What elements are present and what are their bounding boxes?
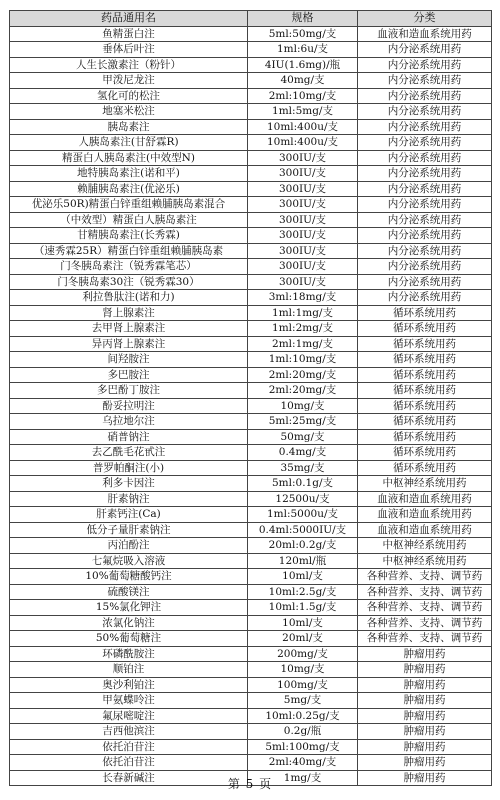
cell-drug-name: 人胰岛素注(甘舒霖R) — [10, 135, 248, 151]
cell-category: 内分泌系统用药 — [358, 42, 492, 58]
table-row — [10, 119, 492, 135]
table-row — [10, 522, 492, 538]
cell-drug-name: 肝素钙注(Ca) — [10, 507, 248, 523]
cell-spec: 0.4ml:5000IU/支 — [248, 522, 358, 538]
cell-spec: 10ml/支 — [248, 569, 358, 585]
cell-category: 肿瘤用药 — [358, 770, 492, 786]
table-row — [10, 708, 492, 724]
table-row — [10, 243, 492, 259]
table-row — [10, 398, 492, 414]
cell-category: 内分泌系统用药 — [358, 166, 492, 182]
table-row — [10, 212, 492, 228]
cell-spec: 12500u/支 — [248, 491, 358, 507]
table-row — [10, 755, 492, 771]
cell-category: 循环系统用药 — [358, 414, 492, 430]
cell-category: 循环系统用药 — [358, 367, 492, 383]
cell-spec: 1ml:5000u/支 — [248, 507, 358, 523]
cell-spec: 10mg/支 — [248, 398, 358, 414]
cell-spec: 10ml:0.25g/支 — [248, 708, 358, 724]
cell-drug-name: 肾上腺素注 — [10, 305, 248, 321]
cell-spec: 2ml:20mg/支 — [248, 383, 358, 399]
cell-drug-name: 顺铂注 — [10, 662, 248, 678]
cell-category: 血液和造血系统用药 — [358, 26, 492, 42]
page-number: 第 5 页 — [227, 777, 273, 791]
cell-drug-name: 10%葡萄糖酸钙注 — [10, 569, 248, 585]
table-row — [10, 569, 492, 585]
table-row — [10, 724, 492, 740]
cell-spec: 10ml/支 — [248, 615, 358, 631]
document-page — [9, 10, 491, 786]
cell-category: 循环系统用药 — [358, 383, 492, 399]
cell-drug-name: 低分子量肝素钠注 — [10, 522, 248, 538]
cell-category: 各种营养、支持、调节药 — [358, 600, 492, 616]
table-row — [10, 739, 492, 755]
table-row — [10, 615, 492, 631]
cell-drug-name: 甲泼尼龙注 — [10, 73, 248, 89]
cell-category: 内分泌系统用药 — [358, 228, 492, 244]
cell-drug-name: 七氟烷吸入溶液 — [10, 553, 248, 569]
cell-drug-name: 氢化可的松注 — [10, 88, 248, 104]
cell-category: 肿瘤用药 — [358, 724, 492, 740]
table-row — [10, 259, 492, 275]
cell-category: 循环系统用药 — [358, 445, 492, 461]
cell-spec: 2ml:40mg/支 — [248, 755, 358, 771]
cell-spec: 20ml:0.2g/支 — [248, 538, 358, 554]
table-row — [10, 414, 492, 430]
table-header-row — [10, 11, 492, 27]
cell-drug-name: 甲氨蝶呤注 — [10, 693, 248, 709]
cell-category: 内分泌系统用药 — [358, 135, 492, 151]
cell-spec: 300IU/支 — [248, 212, 358, 228]
cell-category: 中枢神经系统用药 — [358, 476, 492, 492]
cell-category: 循环系统用药 — [358, 336, 492, 352]
cell-spec: 40mg/支 — [248, 73, 358, 89]
cell-drug-name: 赖脯胰岛素注(优泌乐) — [10, 181, 248, 197]
cell-spec: 5ml:100mg/支 — [248, 739, 358, 755]
cell-category: 内分泌系统用药 — [358, 181, 492, 197]
cell-drug-name: 利多卡因注 — [10, 476, 248, 492]
table-row — [10, 507, 492, 523]
table-row — [10, 181, 492, 197]
cell-spec: 4IU(1.6mg)/瓶 — [248, 57, 358, 73]
cell-spec: 1ml:2mg/支 — [248, 321, 358, 337]
cell-spec: 3ml:18mg/支 — [248, 290, 358, 306]
cell-spec: 200mg/支 — [248, 646, 358, 662]
cell-spec: 300IU/支 — [248, 243, 358, 259]
table-row — [10, 677, 492, 693]
table-row — [10, 305, 492, 321]
cell-drug-name: 硝普钠注 — [10, 429, 248, 445]
cell-drug-name: 50%葡萄糖注 — [10, 631, 248, 647]
cell-category: 内分泌系统用药 — [358, 119, 492, 135]
cell-category: 肿瘤用药 — [358, 739, 492, 755]
cell-drug-name: 多巴胺注 — [10, 367, 248, 383]
cell-drug-name: 异丙肾上腺素注 — [10, 336, 248, 352]
cell-drug-name: 丙泊酚注 — [10, 538, 248, 554]
table-row — [10, 73, 492, 89]
table-row — [10, 460, 492, 476]
cell-spec: 5ml:25mg/支 — [248, 414, 358, 430]
cell-category: 内分泌系统用药 — [358, 104, 492, 120]
cell-drug-name: 吉西他滨注 — [10, 724, 248, 740]
cell-drug-name: 普罗帕酮注(小) — [10, 460, 248, 476]
table-row — [10, 290, 492, 306]
cell-spec: 2ml:20mg/支 — [248, 367, 358, 383]
cell-spec: 1ml:6u/支 — [248, 42, 358, 58]
cell-spec: 5mg/支 — [248, 693, 358, 709]
table-row — [10, 600, 492, 616]
table-row — [10, 429, 492, 445]
cell-spec: 10ml:2.5g/支 — [248, 584, 358, 600]
cell-spec: 2ml:10mg/支 — [248, 88, 358, 104]
cell-drug-name: 去甲肾上腺素注 — [10, 321, 248, 337]
cell-category: 内分泌系统用药 — [358, 259, 492, 275]
cell-drug-name: 奥沙利铂注 — [10, 677, 248, 693]
table-row — [10, 631, 492, 647]
cell-category: 肿瘤用药 — [358, 662, 492, 678]
table-row — [10, 26, 492, 42]
cell-category: 各种营养、支持、调节药 — [358, 584, 492, 600]
table-row — [10, 383, 492, 399]
cell-drug-name: 长春新碱注 — [10, 770, 248, 786]
cell-category: 循环系统用药 — [358, 429, 492, 445]
cell-drug-name: 氟尿嘧啶注 — [10, 708, 248, 724]
cell-category: 各种营养、支持、调节药 — [358, 615, 492, 631]
cell-spec: 10ml:400u/支 — [248, 135, 358, 151]
cell-spec: 300IU/支 — [248, 181, 358, 197]
cell-drug-name: 精蛋白人胰岛素注(中效型N) — [10, 150, 248, 166]
cell-drug-name: 乌拉地尔注 — [10, 414, 248, 430]
cell-category: 血液和造血系统用药 — [358, 491, 492, 507]
cell-drug-name: 多巴酚丁胺注 — [10, 383, 248, 399]
cell-spec: 2ml:1mg/支 — [248, 336, 358, 352]
table-row — [10, 274, 492, 290]
table-row — [10, 352, 492, 368]
cell-category: 循环系统用药 — [358, 398, 492, 414]
cell-category: 肿瘤用药 — [358, 708, 492, 724]
cell-spec: 10ml:400u/支 — [248, 119, 358, 135]
cell-drug-name: 人生长激素注（粉针） — [10, 57, 248, 73]
cell-drug-name: 15%氯化钾注 — [10, 600, 248, 616]
cell-drug-name: 依托泊苷注 — [10, 755, 248, 771]
cell-category: 内分泌系统用药 — [358, 274, 492, 290]
cell-drug-name: 地特胰岛素注(诺和平) — [10, 166, 248, 182]
cell-category: 各种营养、支持、调节药 — [358, 569, 492, 585]
cell-category: 内分泌系统用药 — [358, 212, 492, 228]
cell-spec: 5ml:0.1g/支 — [248, 476, 358, 492]
cell-drug-name: 浓氯化钠注 — [10, 615, 248, 631]
table-row — [10, 166, 492, 182]
table-row — [10, 150, 492, 166]
header-category: 分类 — [358, 11, 492, 27]
cell-spec: 1mg/支 — [248, 770, 358, 786]
cell-drug-name: 地塞米松注 — [10, 104, 248, 120]
cell-spec: 1ml:1mg/支 — [248, 305, 358, 321]
table-row — [10, 367, 492, 383]
cell-spec: 1ml:5mg/支 — [248, 104, 358, 120]
table-row — [10, 42, 492, 58]
cell-spec: 10mg/支 — [248, 662, 358, 678]
cell-category: 血液和造血系统用药 — [358, 522, 492, 538]
cell-category: 循环系统用药 — [358, 460, 492, 476]
cell-spec: 35mg/支 — [248, 460, 358, 476]
drug-table — [9, 10, 492, 786]
cell-spec: 0.2g/瓶 — [248, 724, 358, 740]
cell-spec: 50mg/支 — [248, 429, 358, 445]
cell-spec: 300IU/支 — [248, 166, 358, 182]
cell-category: 内分泌系统用药 — [358, 88, 492, 104]
header-spec: 规格 — [248, 11, 358, 27]
cell-drug-name: 肝素钠注 — [10, 491, 248, 507]
cell-spec: 0.4mg/支 — [248, 445, 358, 461]
cell-spec: 300IU/支 — [248, 228, 358, 244]
cell-drug-name: 依托泊苷注 — [10, 739, 248, 755]
cell-spec: 10ml:1.5g/支 — [248, 600, 358, 616]
cell-spec: 1ml:10mg/支 — [248, 352, 358, 368]
cell-drug-name: 甘精胰岛素注(长秀霖) — [10, 228, 248, 244]
table-row — [10, 538, 492, 554]
cell-spec: 120ml/瓶 — [248, 553, 358, 569]
cell-drug-name: 鱼精蛋白注 — [10, 26, 248, 42]
cell-category: 肿瘤用药 — [358, 677, 492, 693]
cell-category: 内分泌系统用药 — [358, 73, 492, 89]
cell-drug-name: 酚妥拉明注 — [10, 398, 248, 414]
table-row — [10, 57, 492, 73]
cell-drug-name: 利拉鲁肽注(诺和力) — [10, 290, 248, 306]
cell-drug-name: 垂体后叶注 — [10, 42, 248, 58]
table-row — [10, 693, 492, 709]
cell-drug-name: 胰岛素注 — [10, 119, 248, 135]
cell-drug-name: （速秀霖25R）精蛋白锌重组赖脯胰岛素 — [10, 243, 248, 259]
cell-spec: 300IU/支 — [248, 150, 358, 166]
table-row — [10, 584, 492, 600]
table-row — [10, 646, 492, 662]
table-row — [10, 662, 492, 678]
table-row — [10, 553, 492, 569]
cell-drug-name: 环磷酰胺注 — [10, 646, 248, 662]
cell-category: 循环系统用药 — [358, 305, 492, 321]
cell-category: 各种营养、支持、调节药 — [358, 631, 492, 647]
header-drug-name: 药品通用名 — [10, 11, 248, 27]
cell-category: 中枢神经系统用药 — [358, 538, 492, 554]
cell-spec: 300IU/支 — [248, 259, 358, 275]
cell-category: 循环系统用药 — [358, 352, 492, 368]
table-row — [10, 321, 492, 337]
cell-category: 肿瘤用药 — [358, 693, 492, 709]
cell-drug-name: （中效型）精蛋白人胰岛素注 — [10, 212, 248, 228]
cell-category: 内分泌系统用药 — [358, 150, 492, 166]
cell-category: 肿瘤用药 — [358, 646, 492, 662]
cell-drug-name: 硫酸镁注 — [10, 584, 248, 600]
cell-category: 内分泌系统用药 — [358, 197, 492, 213]
cell-drug-name: 去乙酰毛花甙注 — [10, 445, 248, 461]
table-row — [10, 104, 492, 120]
table-row — [10, 336, 492, 352]
cell-category: 循环系统用药 — [358, 321, 492, 337]
table-row — [10, 197, 492, 213]
cell-category: 内分泌系统用药 — [358, 290, 492, 306]
cell-drug-name: 优泌乐50R)精蛋白锌重组赖脯胰岛素混合 — [10, 197, 248, 213]
cell-category: 肿瘤用药 — [358, 755, 492, 771]
cell-drug-name: 门冬胰岛素30注（锐秀霖30） — [10, 274, 248, 290]
table-row — [10, 445, 492, 461]
cell-spec: 300IU/支 — [248, 197, 358, 213]
cell-category: 血液和造血系统用药 — [358, 507, 492, 523]
cell-spec: 5ml:50mg/支 — [248, 26, 358, 42]
cell-category: 内分泌系统用药 — [358, 243, 492, 259]
table-row — [10, 491, 492, 507]
cell-drug-name: 间羟胺注 — [10, 352, 248, 368]
cell-category: 中枢神经系统用药 — [358, 553, 492, 569]
table-row — [10, 135, 492, 151]
cell-spec: 100mg/支 — [248, 677, 358, 693]
table-row — [10, 88, 492, 104]
cell-drug-name: 门冬胰岛素注（锐秀霖笔芯） — [10, 259, 248, 275]
table-row — [10, 228, 492, 244]
cell-category: 内分泌系统用药 — [358, 57, 492, 73]
cell-spec: 300IU/支 — [248, 274, 358, 290]
table-row — [10, 476, 492, 492]
cell-spec: 20ml/支 — [248, 631, 358, 647]
